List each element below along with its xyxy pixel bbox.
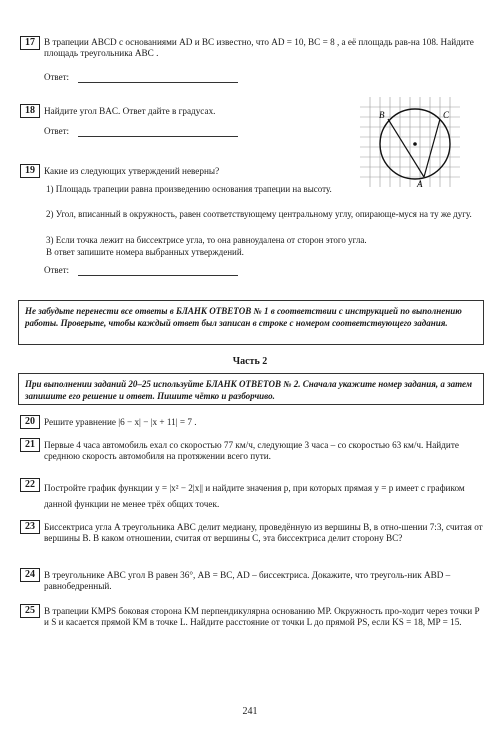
part-2-heading: Часть 2 xyxy=(232,356,268,367)
task-23-text: Биссектриса угла A треугольника ABC делит медиану, проведённую из вершины B, в отно-шении 7:3, считая от вершины B. В каком отношении, считая от вершины C, эта биссектриса делит сторону BC? xyxy=(44,522,483,544)
task-19-option-2: 2) Угол, вписанный в окружность, равен соответствующему центральному углу, опирающе-муся на ту же дугу. xyxy=(46,209,472,219)
page-number: 241 xyxy=(242,706,258,717)
notice-answer-sheet-2: При выполнении заданий 20–25 используйте БЛАНК ОТВЕТОВ № 2. Сначала укажите номер задания, а затем запишите его решение и ответ. Пишите чётко и разборчиво. xyxy=(18,373,484,405)
notice-answer-sheet-1: Не забудьте перенести все ответы в БЛАНК ОТВЕТОВ № 1 в соответствии с инструкцией по выполнению работы. Проверьте, чтобы каждый ответ был записан в строке с номером соответствующего задания. xyxy=(18,300,484,345)
label-c: C xyxy=(443,110,450,120)
task-19-instruction: В ответ запишите номера выбранных утверждений. xyxy=(46,247,244,257)
task-23-number: 23 xyxy=(20,520,40,534)
task-18-number: 18 xyxy=(20,104,40,118)
task-19-option-3: 3) Если точка лежит на биссектрисе угла, то она равноудалена от сторон этого угла. xyxy=(46,235,367,245)
task-17-answer-line[interactable] xyxy=(78,82,238,83)
task-18-figure xyxy=(360,97,460,189)
task-22-text: Постройте график функции y = |x² − 2|x|| и найдите значения p, при которых прямая y = p имеет с графиком данной функции не менее трёх общих точек. xyxy=(44,483,465,509)
task-18-answer-label: Ответ: xyxy=(44,126,70,136)
task-17-text: В трапеции ABCD с основаниями AD и BC известно, что AD = 10, BC = 8 , а её площадь рав-на 108. Найдите площадь треугольника ABC . xyxy=(44,37,474,59)
task-21-text: Первые 4 часа автомобиль ехал со скоростью 77 км/ч, следующие 3 часа – со скоростью 63 км/ч. Найдите среднюю скорость автомобиля на протяжении всего пути. xyxy=(44,440,459,462)
task-19-answer-line[interactable] xyxy=(78,275,238,276)
task-18-text: Найдите угол BAC. Ответ дайте в градусах. xyxy=(44,106,216,116)
task-19-option-1: 1) Площадь трапеции равна произведению основания трапеции на высоту. xyxy=(46,184,332,194)
task-22-number: 22 xyxy=(20,478,40,492)
task-17-answer-label: Ответ: xyxy=(44,72,70,82)
label-b: B xyxy=(379,110,385,120)
task-19-text: Какие из следующих утверждений неверны? xyxy=(44,166,220,176)
segment-ba xyxy=(388,119,424,177)
task-18-answer-line[interactable] xyxy=(78,136,238,137)
segment-ca xyxy=(424,119,440,177)
task-24-text: В треугольнике ABC угол B равен 36°, AB = BC, AD – биссектриса. Докажите, что треуголь-ник ABD – равнобедренный. xyxy=(44,570,451,592)
center-dot xyxy=(413,142,417,146)
label-a: A xyxy=(417,179,423,189)
task-21-number: 21 xyxy=(20,438,40,452)
task-20-number: 20 xyxy=(20,415,40,429)
task-19-number: 19 xyxy=(20,164,40,178)
task-25-number: 25 xyxy=(20,604,40,618)
task-24-number: 24 xyxy=(20,568,40,582)
task-17-number: 17 xyxy=(20,36,40,50)
task-19-answer-label: Ответ: xyxy=(44,265,70,275)
task-20-text: Решите уравнение |6 − x| − |x + 11| = 7 . xyxy=(44,417,197,427)
task-25-text: В трапеции KMPS боковая сторона KM перпендикулярна основанию MP. Окружность про-ходит через точки P и S и касается прямой KM в точке L. Найдите расстояние от точки L до прямой PS, если KS = 18, MP = 15. xyxy=(44,606,480,628)
